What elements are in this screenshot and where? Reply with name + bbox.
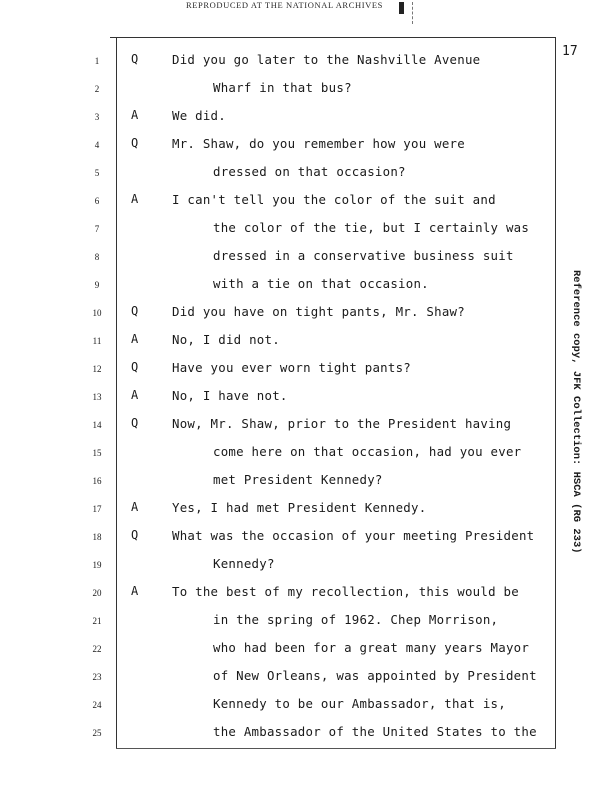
line-number: 24: [92, 700, 102, 710]
line-number: 8: [94, 252, 100, 262]
line-text: Did you go later to the Nashville Avenue: [172, 52, 481, 67]
transcript-line: [0, 332, 560, 360]
line-number: 12: [92, 364, 102, 374]
line-text: the Ambassador of the United States to the: [213, 724, 537, 739]
line-text: of New Orleans, was appointed by President: [213, 668, 537, 683]
line-text: Did you have on tight pants, Mr. Shaw?: [172, 304, 465, 319]
speaker-label: Q: [131, 360, 139, 374]
transcript-line: [0, 52, 560, 80]
line-text: What was the occasion of your meeting President: [172, 528, 535, 543]
line-number: 14: [92, 420, 102, 430]
line-text: Yes, I had met President Kennedy.: [172, 500, 427, 515]
stamp-mark: [399, 2, 404, 14]
speaker-label: A: [131, 192, 139, 206]
line-text: who had been for a great many years Mayor: [213, 640, 530, 655]
transcript-line: [0, 556, 560, 584]
line-number: 13: [92, 392, 102, 402]
transcript-line: [0, 416, 560, 444]
transcript-line: [0, 164, 560, 192]
line-number: 18: [92, 532, 102, 542]
line-text: come here on that occasion, had you ever: [213, 444, 522, 459]
line-number: 23: [92, 672, 102, 682]
archive-stamp: REPRODUCED AT THE NATIONAL ARCHIVES: [186, 0, 383, 10]
line-number: 21: [92, 616, 102, 626]
line-number: 22: [92, 644, 102, 654]
line-number: 16: [92, 476, 102, 486]
speaker-label: Q: [131, 416, 139, 430]
line-number: 1: [94, 56, 100, 66]
transcript-line: [0, 360, 560, 388]
line-text: Kennedy to be our Ambassador, that is,: [213, 696, 506, 711]
transcript-line: [0, 80, 560, 108]
line-number: 11: [92, 336, 102, 346]
transcript-line: [0, 528, 560, 556]
speaker-label: Q: [131, 52, 139, 66]
line-text: Wharf in that bus?: [213, 80, 352, 95]
line-number: 10: [92, 308, 102, 318]
transcript-line: [0, 500, 560, 528]
line-text: dressed on that occasion?: [213, 164, 406, 179]
speaker-label: Q: [131, 136, 139, 150]
line-number: 4: [94, 140, 100, 150]
reference-copy-note: Reference copy, JFK Collection: HSCA (RG 233): [570, 270, 582, 554]
line-text: I can't tell you the color of the suit and: [172, 192, 496, 207]
line-number: 17: [92, 504, 102, 514]
line-number: 5: [94, 168, 100, 178]
transcript-line: [0, 584, 560, 612]
transcript-line: [0, 388, 560, 416]
line-number: 7: [94, 224, 100, 234]
line-text: Have you ever worn tight pants?: [172, 360, 412, 375]
speaker-label: A: [131, 500, 139, 514]
line-text: To the best of my recollection, this would be: [172, 584, 519, 599]
line-number: 9: [94, 280, 100, 290]
line-text: met President Kennedy?: [213, 472, 383, 487]
line-text: We did.: [172, 108, 226, 123]
speaker-label: Q: [131, 528, 139, 542]
frame-top-border: [110, 37, 556, 38]
transcript-line: [0, 696, 560, 724]
line-text: No, I have not.: [172, 388, 288, 403]
line-number: 6: [94, 196, 100, 206]
transcript-line: [0, 472, 560, 500]
line-text: Now, Mr. Shaw, prior to the President having: [172, 416, 512, 431]
transcript-line: [0, 192, 560, 220]
line-text: the color of the tie, but I certainly was: [213, 220, 530, 235]
transcript-line: [0, 248, 560, 276]
line-text: Mr. Shaw, do you remember how you were: [172, 136, 465, 151]
line-number: 19: [92, 560, 102, 570]
transcript-line: [0, 276, 560, 304]
speaker-label: A: [131, 388, 139, 402]
transcript-line: [0, 444, 560, 472]
line-number: 3: [94, 112, 100, 122]
transcript-line: [0, 724, 560, 752]
speaker-label: A: [131, 332, 139, 346]
speaker-label: A: [131, 108, 139, 122]
line-text: in the spring of 1962. Chep Morrison,: [213, 612, 499, 627]
crop-mark: [412, 2, 414, 24]
transcript-line: [0, 136, 560, 164]
transcript-line: [0, 668, 560, 696]
transcript-line: [0, 304, 560, 332]
side-note: [566, 270, 582, 590]
line-text: No, I did not.: [172, 332, 280, 347]
transcript-line: [0, 640, 560, 668]
speaker-label: Q: [131, 304, 139, 318]
line-number: 15: [92, 448, 102, 458]
speaker-label: A: [131, 584, 139, 598]
page-number: 17: [562, 44, 578, 59]
line-text: Kennedy?: [213, 556, 275, 571]
line-text: with a tie on that occasion.: [213, 276, 429, 291]
line-number: 25: [92, 728, 102, 738]
transcript-line: [0, 220, 560, 248]
line-text: dressed in a conservative business suit: [213, 248, 514, 263]
line-number: 2: [94, 84, 100, 94]
transcript-line: [0, 612, 560, 640]
transcript-line: [0, 108, 560, 136]
line-number: 20: [92, 588, 102, 598]
